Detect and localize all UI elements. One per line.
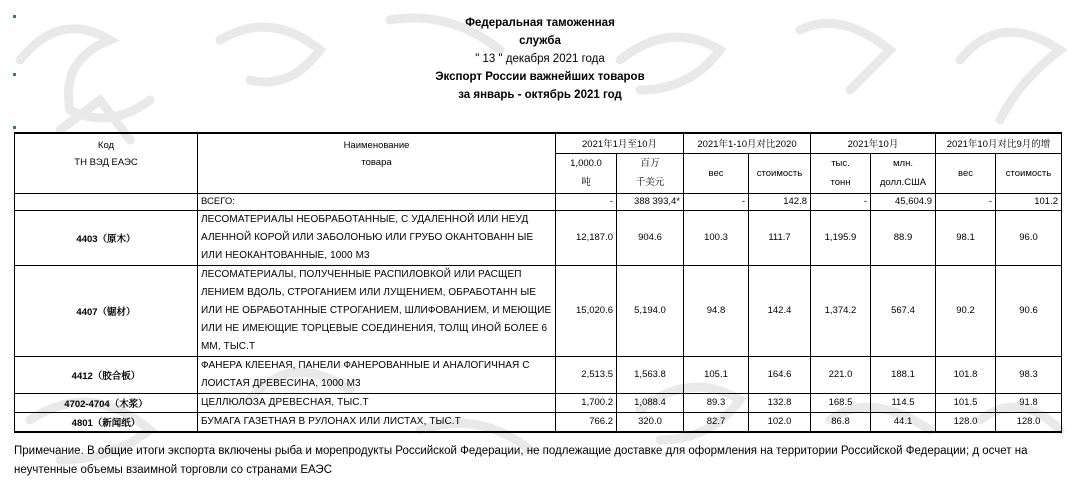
total-row xyxy=(15,193,1062,210)
row-code: 4801（新闻纸） xyxy=(15,412,198,432)
total-cell: - xyxy=(811,193,871,210)
unit-header-tt xyxy=(811,153,871,193)
row-cell: 320.0 xyxy=(617,412,684,432)
total-cell: 142.8 xyxy=(749,193,811,210)
row-cell: 88.9 xyxy=(871,210,936,265)
row-cell: 94.8 xyxy=(684,265,749,356)
row-cell: 12,187.0 xyxy=(556,210,617,265)
value-header-2: стоимость xyxy=(996,153,1062,193)
unit-header-usd-bottom: 千美元 xyxy=(635,177,665,188)
group-header-2: 2021年1-10月对比2020 xyxy=(684,133,811,153)
row-cell: 1,700.2 xyxy=(556,393,617,412)
document-header xyxy=(0,14,1080,104)
name-header-line1: Наименование xyxy=(343,140,410,151)
row-cell: 102.0 xyxy=(749,412,811,432)
value-header: стоимость xyxy=(749,153,811,193)
total-label: ВСЕГО: xyxy=(198,193,556,210)
group-header-4: 2021年10月对比9月的增 xyxy=(936,133,1062,153)
weight-header: вес xyxy=(684,153,749,193)
table-row xyxy=(15,210,1062,265)
table-row xyxy=(15,393,1062,412)
table-row xyxy=(15,412,1062,432)
row-cell: 168.5 xyxy=(811,393,871,412)
row-cell: 111.7 xyxy=(749,210,811,265)
code-header-line2: ТН ВЭД ЕАЭС xyxy=(74,157,138,168)
header-date: " 13 " декабря 2021 года xyxy=(475,53,605,65)
row-name: БУМАГА ГАЗЕТНАЯ В РУЛОНАХ ИЛИ ЛИСТАХ, ТЫС.Т xyxy=(198,412,556,432)
row-cell: 105.1 xyxy=(684,356,749,393)
row-cell: 101.8 xyxy=(936,356,996,393)
unit-header-tt-bottom: тонн xyxy=(830,177,851,188)
row-cell: 1,088.4 xyxy=(617,393,684,412)
total-cell: 101.2 xyxy=(996,193,1062,210)
row-cell: 98.1 xyxy=(936,210,996,265)
unit-header-kt-top: 1,000.0 xyxy=(570,158,602,169)
total-cell: 45,604.9 xyxy=(871,193,936,210)
export-table xyxy=(14,132,1062,433)
row-name: ЦЕЛЛЮЛОЗА ДРЕВЕСНАЯ, ТЫС.Т xyxy=(198,393,556,412)
unit-header-kt xyxy=(556,153,617,193)
row-name: ФАНЕРА КЛЕЕНАЯ, ПАНЕЛИ ФАНЕРОВАННЫЕ И АНАЛОГИЧНАЯ С ЛОИСТАЯ ДРЕВЕСИНА, 1000 М3 xyxy=(198,356,556,393)
unit-header-kt-bottom: 吨 xyxy=(581,177,591,188)
row-cell: 188.1 xyxy=(871,356,936,393)
row-cell: 766.2 xyxy=(556,412,617,432)
row-cell: 567.4 xyxy=(871,265,936,356)
unit-header-musd-bottom: долл.США xyxy=(879,177,927,188)
total-code xyxy=(15,193,198,210)
name-header-line2: товара xyxy=(361,157,392,168)
row-code: 4412（胶合板） xyxy=(15,356,198,393)
footnote: Примечание. В общие итоги экспорта включены рыба и морепродукты Российской Федерации, не подлежащие доставке для оформления на территории Российской Федерации; д осчет на неучтенные объемы взаимной торговли со странами ЕАЭС xyxy=(14,445,1028,476)
row-cell: 90.6 xyxy=(996,265,1062,356)
row-cell: 5,194.0 xyxy=(617,265,684,356)
unit-header-usd-top: 百万 xyxy=(640,158,660,169)
total-cell: - xyxy=(936,193,996,210)
row-cell: 2,513.5 xyxy=(556,356,617,393)
unit-header-musd-top: млн. xyxy=(893,158,913,169)
row-code: 4702-4704（木浆） xyxy=(15,393,198,412)
row-cell: 1,195.9 xyxy=(811,210,871,265)
row-name: ЛЕСОМАТЕРИАЛЫ, ПОЛУЧЕННЫЕ РАСПИЛОВКОЙ ИЛИ РАСЩЕП ЛЕНИЕМ ВДОЛЬ, СТРОГАНИЕМ ИЛИ ЛУЩЕНИЕМ, ОБРАБОТАНН ЫЕ ИЛИ НЕ ОБРАБОТАННЫЕ СТРОГАНИЕМ, ШЛИФОВАНИЕМ, И МЕЮЩИЕ ИЛИ НЕ ИМЕЮЩИЕ ТОРЦЕВЫЕ СОЕДИНЕНИЯ, ТОЛЩ ИНОЙ БОЛЕЕ 6 ММ, ТЫС.Т xyxy=(198,265,556,356)
header-org-line1: Федеральная таможенная xyxy=(465,17,615,29)
row-cell: 90.2 xyxy=(936,265,996,356)
row-cell: 101.5 xyxy=(936,393,996,412)
row-cell: 164.6 xyxy=(749,356,811,393)
row-cell: 142.4 xyxy=(749,265,811,356)
row-code: 4407（锯材） xyxy=(15,265,198,356)
row-cell: 15,020.6 xyxy=(556,265,617,356)
header-title: Экспорт России важнейших товаров xyxy=(435,71,645,83)
row-cell: 91.8 xyxy=(996,393,1062,412)
unit-header-musd xyxy=(871,153,936,193)
total-cell: 388 393,4* xyxy=(617,193,684,210)
row-cell: 132.8 xyxy=(749,393,811,412)
row-code: 4403（原木） xyxy=(15,210,198,265)
table-row xyxy=(15,265,1062,356)
row-cell: 96.0 xyxy=(996,210,1062,265)
row-cell: 86.8 xyxy=(811,412,871,432)
weight-header-2: вес xyxy=(936,153,996,193)
row-cell: 221.0 xyxy=(811,356,871,393)
header-period: за январь - октябрь 2021 год xyxy=(458,89,622,101)
row-cell: 100.3 xyxy=(684,210,749,265)
total-cell: - xyxy=(684,193,749,210)
group-header-1: 2021年1月至10月 xyxy=(556,133,684,153)
row-cell: 114.5 xyxy=(871,393,936,412)
code-header xyxy=(15,133,198,193)
row-cell: 128.0 xyxy=(996,412,1062,432)
row-cell: 82.7 xyxy=(684,412,749,432)
row-cell: 98.3 xyxy=(996,356,1062,393)
header-org-line2: служба xyxy=(519,35,561,47)
total-cell: - xyxy=(556,193,617,210)
row-cell: 1,374.2 xyxy=(811,265,871,356)
corner-mark xyxy=(13,126,16,129)
unit-header-tt-top: тыс. xyxy=(831,158,850,169)
row-cell: 44.1 xyxy=(871,412,936,432)
name-header xyxy=(198,133,556,193)
unit-header-usd xyxy=(617,153,684,193)
row-name: ЛЕСОМАТЕРИАЛЫ НЕОБРАБОТАННЫЕ, С УДАЛЕННОЙ ИЛИ НЕУД АЛЕННОЙ КОРОЙ ИЛИ ЗАБОЛОНЬЮ ИЛИ ГРУБО ОКАНТОВАНН ЫЕ ИЛИ НЕОКАНТОВАННЫЕ, 1000 М3 xyxy=(198,210,556,265)
row-cell: 904.6 xyxy=(617,210,684,265)
row-cell: 89.3 xyxy=(684,393,749,412)
group-header-3: 2021年10月 xyxy=(811,133,936,153)
row-cell: 128.0 xyxy=(936,412,996,432)
code-header-line1: Код xyxy=(97,140,115,151)
row-cell: 1,563.8 xyxy=(617,356,684,393)
table-row xyxy=(15,356,1062,393)
